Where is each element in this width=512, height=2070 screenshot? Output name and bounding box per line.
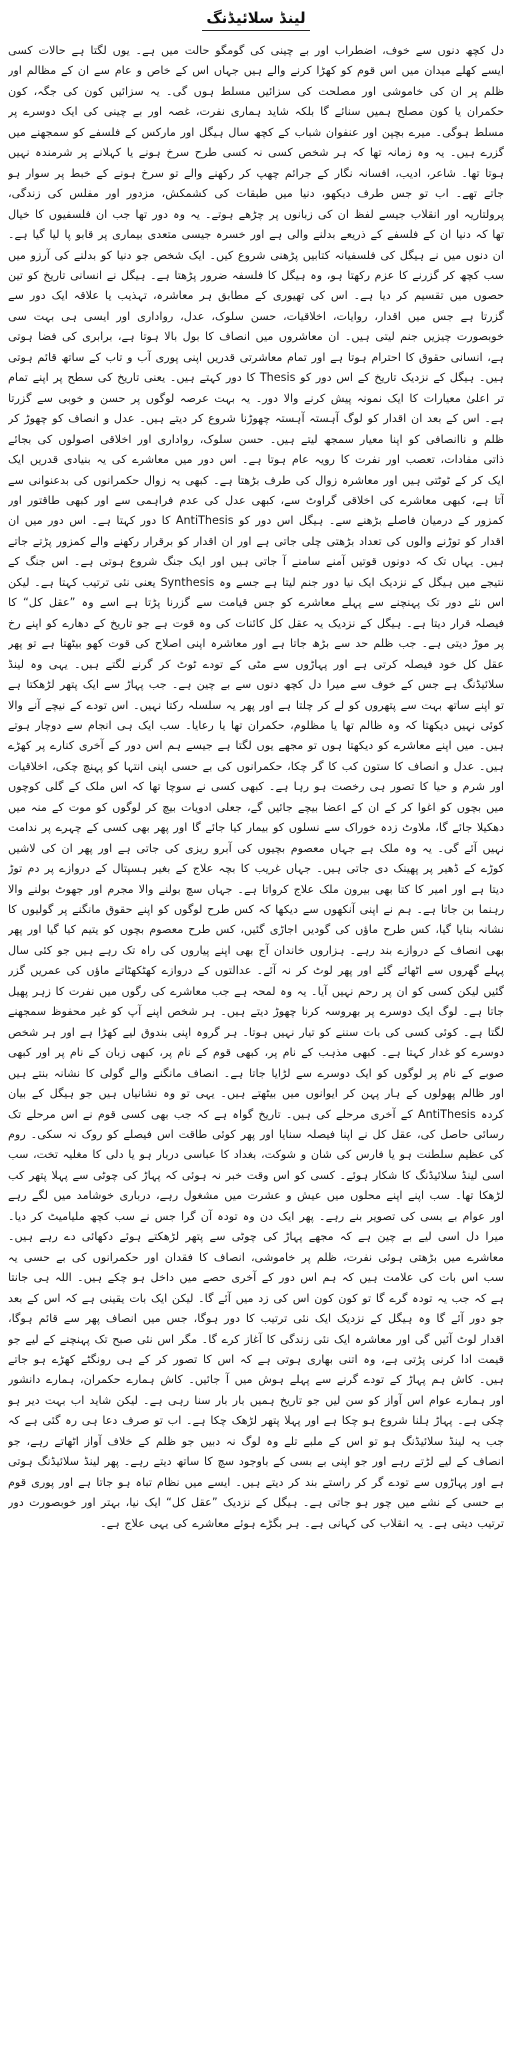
- article-body: دل کچھ دنوں سے خوف، اضطراب اور بے چینی کی گومگو حالت میں ہے۔ یوں لگتا ہے حالات کسی ایسے کھلے میدان میں اس قوم کو کھڑا کرنے والے ہیں جہاں اس کے خاص و عام سے ان کے مظالم اور ظلم پر ان کی خاموشی اور مصلحت کی سزائیں مسلط ہوں گی۔ یہ سزائیں کون کی جگہ، کون حکمران یا کون مصلح ہمیں سنائے گا بلکہ شاید ہماری نفرت، غصہ اور بے چینی کی ایک دوسرے پر مسلط ہوگی۔ میرے بچپن اور عنفوان شباب کے کچھ سال ہیگل اور مارکس کے فلسفے کو سمجھنے میں گزرے ہیں۔ یہ وہ زمانہ تھا کہ ہر شخص کسی نہ کسی طرح سرخ ہونے یا کہلانے پر شرمندہ نہیں ہوتا تھا۔ شاعر، ادیب، افسانہ نگار کے جرائم چھپ کر رکھنے والے تو سرخ ہونے کے خبط پر سوار ہو جاتے تھے۔ اب تو جس طرف دیکھو، دنیا میں طبقات کی کشمکش، مزدور اور مفلس کی زندگی، پرولتاریہ اور انقلاب جیسے لفظ ان کی زبانوں پر چڑھے ہوتے۔ یہ وہ دور تھا جب ان فلسفیوں کا خیال تھا کہ دنیا ان کے فلسفے کے ذریعے بدلنے والی ہے اور خسرہ جیسی متعدی بیماری پر قابو پا لیا گیا ہے۔ ان دنوں میں نے ہیگل کی فلسفیانہ کتابیں پڑھنی شروع کیں۔ ایک شخص جو دنیا کو بدلنے کی آرزو میں سب کچھ کر گزرنے کا عزم رکھتا ہو، وہ ہیگل کا فلسفہ ضرور پڑھتا ہے۔ ہیگل نے انسانی تاریخ کو تین حصوں میں تقسیم کر دیا ہے۔ اس کی تھیوری کے مطابق ہر معاشرہ، تہذیب یا علاقہ ایک دور سے گزرتا ہے جس میں اقدار، روایات، اخلاقیات، حسن سلوک، عدل، رواداری اور ایسی ہی بہت سی خوبصورت چیزیں جنم لیتی ہیں۔ ان معاشروں میں انصاف کا بول بالا ہوتا ہے، برابری کی فضا ہوتی ہے، انسانی حقوق کا احترام ہوتا ہے اور تمام معاشرتی قدریں اپنی پوری آب و تاب کے ساتھ قائم ہوتی ہیں۔ ہیگل کے نزدیک تاریخ کے اس دور کو Thesis کا دور کہتے ہیں۔ یعنی تاریخ کی سطح پر اپنے تمام تر اعلیٰ معیارات کا ایک نمونہ پیش کرنے والا دور۔ یہ بہت عرصہ لوگوں پر حسن و خوبی سے گزرتا ہے۔ اس کے بعد ان اقدار کو لوگ آہستہ آہستہ چھوڑنا شروع کر دیتے ہیں۔ عدل و انصاف کو چھوڑ کر ظلم و ناانصافی کو اپنا معیار سمجھ لیتے ہیں۔ حسن سلوک، رواداری اور اخلاقی اصولوں کی بجائے ذاتی مفادات، تعصب اور نفرت کا رویہ عام ہوتا ہے۔ اس دور میں معاشرے کی یہ بنیادی قدریں ایک ایک کر کے ٹوٹتی ہیں اور معاشرہ زوال کی طرف بڑھتا ہے۔ کبھی یہ زوال حکمرانوں کی بدعنوانی سے آتا ہے، کبھی معاشرے کی اخلاقی گراوٹ سے، کبھی عدل کی عدم فراہمی سے اور کبھی طاقتور اور کمزور کے درمیان فاصلے بڑھنے سے۔ ہیگل اس دور کو AntiThesis کا دور کہتا ہے۔ اس دور میں ان اقدار کو توڑنے والوں کی تعداد بڑھتی چلی جاتی ہے اور ان اقدار کو برقرار رکھنے والے کمزور پڑتے جاتے ہیں۔ یہاں تک کہ دونوں قوتیں آمنے سامنے آ جاتی ہیں اور ایک جنگ شروع ہوتی ہے۔ اس جنگ کے نتیجے میں ہیگل کے نزدیک ایک نیا دور جنم لیتا ہے جسے وہ Synthesis یعنی نئی ترتیب کہتا ہے۔ لیکن اس نئے دور تک پہنچنے سے پہلے معاشرے کو جس قیامت سے گزرنا پڑتا ہے اسے وہ ”عقل کل“ کا فیصلہ قرار دیتا ہے۔ ہیگل کے نزدیک یہ عقل کل کائنات کی وہ قوت ہے جو تاریخ کے دھارے کو اپنے رخ پر موڑ دیتی ہے۔ جب ظلم حد سے بڑھ جاتا ہے اور معاشرہ اپنی اصلاح کی قوت کھو بیٹھتا ہے تو پھر عقل کل خود فیصلہ کرتی ہے اور پہاڑوں سے مٹی کے تودے ٹوٹ کر گرنے لگتے ہیں۔ یہی وہ لینڈ سلائیڈنگ ہے جس کے خوف سے میرا دل کچھ دنوں سے بے چین ہے۔ جب پہاڑ سے ایک پتھر لڑھکتا ہے تو اپنے ساتھ بہت سے پتھروں کو لے کر چلتا ہے اور پھر یہ سلسلہ رکتا نہیں۔ اس تودے کے نیچے آنے والا کوئی نہیں دیکھتا کہ وہ ظالم تھا یا مظلوم، حکمران تھا یا رعایا۔ سب ایک ہی انجام سے دوچار ہوتے ہیں۔ میں اپنے معاشرے کو دیکھتا ہوں تو مجھے یوں لگتا ہے جیسے ہم اس دور کے آخری کنارے پر کھڑے ہیں۔ عدل و انصاف کا ستون کب کا گر چکا، حکمرانوں کی بے حسی اپنی انتہا کو پہنچ چکی، اخلاقیات اور شرم و حیا کا تصور ہی رخصت ہو رہا ہے۔ کبھی کسی نے سوچا تھا کہ اس ملک کے گلی کوچوں میں بچوں کو اغوا کر کے ان کے اعضا بیچے جائیں گے، جعلی ادویات بیچ کر لوگوں کو موت کے منہ میں دھکیلا جائے گا، ملاوٹ زدہ خوراک سے نسلوں کو بیمار کیا جائے گا اور پھر بھی کسی کے چہرے پر ندامت نہیں آئے گی۔ یہ وہ ملک ہے جہاں معصوم بچیوں کی آبرو ریزی کی جاتی ہے اور پھر ان کی لاشیں کوڑے کے ڈھیر پر پھینک دی جاتی ہیں۔ جہاں غریب کا بچہ علاج کے بغیر ہسپتال کے دروازے پر دم توڑ دیتا ہے اور امیر کا کتا بھی بیرون ملک علاج کرواتا ہے۔ جہاں سچ بولنے والا مجرم اور جھوٹ بولنے والا رہنما بن جاتا ہے۔ ہم نے اپنی آنکھوں سے دیکھا کہ کس طرح لوگوں کو اپنے حقوق مانگنے پر گولیوں کا نشانہ بنایا گیا، کس طرح ماؤں کی گودیں اجاڑی گئیں، کس طرح معصوم بچوں کو یتیم کیا گیا اور پھر بھی انصاف کے دروازے بند رہے۔ ہزاروں خاندان آج بھی اپنے پیاروں کی راہ تک رہے ہیں جو کئی سال پہلے گھروں سے اٹھائے گئے اور پھر لوٹ کر نہ آئے۔ عدالتوں کے دروازے کھٹکھٹاتے ماؤں کی عمریں گزر گئیں لیکن کسی کو ان پر رحم نہیں آیا۔ یہ وہ لمحہ ہے جب معاشرے کی رگوں میں نفرت کا زہر پھیل جاتا ہے۔ لوگ ایک دوسرے پر بھروسہ کرنا چھوڑ دیتے ہیں۔ ہر شخص اپنے آپ کو غیر محفوظ سمجھنے لگتا ہے۔ کوئی کسی کی بات سننے کو تیار نہیں ہوتا۔ ہر گروہ اپنی بندوق لیے کھڑا ہے اور ہر شخص دوسرے کو غدار کہتا ہے۔ کبھی مذہب کے نام پر، کبھی قوم کے نام پر، کبھی زبان کے نام پر اور کبھی صوبے کے نام پر لوگوں کو ایک دوسرے سے لڑایا جاتا ہے۔ انصاف مانگنے والے گولی کا نشانہ بنتے ہیں اور ظالم پھولوں کے ہار پہن کر ایوانوں میں بیٹھتے ہیں۔ یہی تو وہ نشانیاں ہیں جو ہیگل کے بیان کردہ AntiThesis کے آخری مرحلے کی ہیں۔ تاریخ گواہ ہے کہ جب بھی کسی قوم نے اس مرحلے تک رسائی حاصل کی، عقل کل نے اپنا فیصلہ سنایا اور پھر کوئی طاقت اس فیصلے کو روک نہ سکی۔ روم کی عظیم سلطنت ہو یا فارس کی شان و شوکت، بغداد کا عباسی دربار ہو یا دلی کا مغلیہ تخت، سب اسی لینڈ سلائیڈنگ کا شکار ہوئے۔ کسی کو اس وقت خبر نہ ہوئی کہ پہاڑ کی چوٹی سے پہلا پتھر کب لڑھکا تھا۔ سب اپنے اپنے محلوں میں عیش و عشرت میں مشغول رہے، درباری خوشامد میں لگے رہے اور عوام بے بسی کی تصویر بنے رہے۔ پھر ایک دن وہ تودہ آن گرا جس نے سب کچھ ملیامیٹ کر دیا۔ میرا دل اسی لیے بے چین ہے کہ مجھے پہاڑ کی چوٹی سے پتھر لڑھکتے ہوئے دکھائی دے رہے ہیں۔ معاشرے میں بڑھتی ہوئی نفرت، ظلم پر خاموشی، انصاف کا فقدان اور حکمرانوں کی بے حسی یہ سب اس بات کی علامت ہیں کہ ہم اس دور کے آخری حصے میں داخل ہو چکے ہیں۔ اللہ ہی جانتا ہے کہ جب یہ تودہ گرے گا تو کون کون اس کی زد میں آئے گا۔ لیکن ایک بات یقینی ہے کہ اس کے بعد جو دور آئے گا وہ ہیگل کے نزدیک ایک نئی ترتیب کا دور ہوگا، جس میں انصاف پھر سے قائم ہوگا، اقدار لوٹ آئیں گی اور معاشرہ ایک نئی زندگی کا آغاز کرے گا۔ مگر اس نئی صبح تک پہنچنے کے لیے جو قیمت ادا کرنی پڑتی ہے، وہ اتنی بھاری ہوتی ہے کہ اس کا تصور کر کے ہی رونگٹے کھڑے ہو جاتے ہیں۔ کاش ہم پہاڑ کے تودے گرنے سے پہلے ہوش میں آ جائیں۔ کاش ہمارے حکمران، ہمارے دانشور اور ہمارے عوام اس آواز کو سن لیں جو تاریخ ہمیں بار بار سنا رہی ہے۔ لیکن شاید اب بہت دیر ہو چکی ہے۔ پہاڑ ہلنا شروع ہو چکا ہے اور پہلا پتھر لڑھک چکا ہے۔ اب تو صرف دعا ہی رہ گئی ہے کہ جب یہ لینڈ سلائیڈنگ ہو تو اس کے ملبے تلے وہ لوگ نہ دبیں جو ظلم کے خلاف آواز اٹھاتے رہے، جو انصاف کے لیے لڑتے رہے اور جو اپنی بے بسی کے باوجود سچ کا ساتھ دیتے رہے۔ پھر لینڈ سلائیڈنگ ہوتی ہے اور پہاڑوں سے تودے گر کر راستے بند کر دیتے ہیں۔ ایسے میں نظام تباہ ہو جاتا ہے اور پوری قوم بے حسی کے نشے میں چور ہو جاتی ہے۔ ہیگل کے نزدیک ”عقل کل“ ایک نیا، بہتر اور خوبصورت دور ترتیب دیتی ہے۔ یہ انقلاب کی کہانی ہے۔ ہر بگڑے ہوئے معاشرے کی یہی علاج ہے۔: [8, 44, 504, 1530]
- article-title-wrap: [8, 8, 504, 31]
- article-title: لینڈ سلائیڈنگ: [202, 8, 309, 31]
